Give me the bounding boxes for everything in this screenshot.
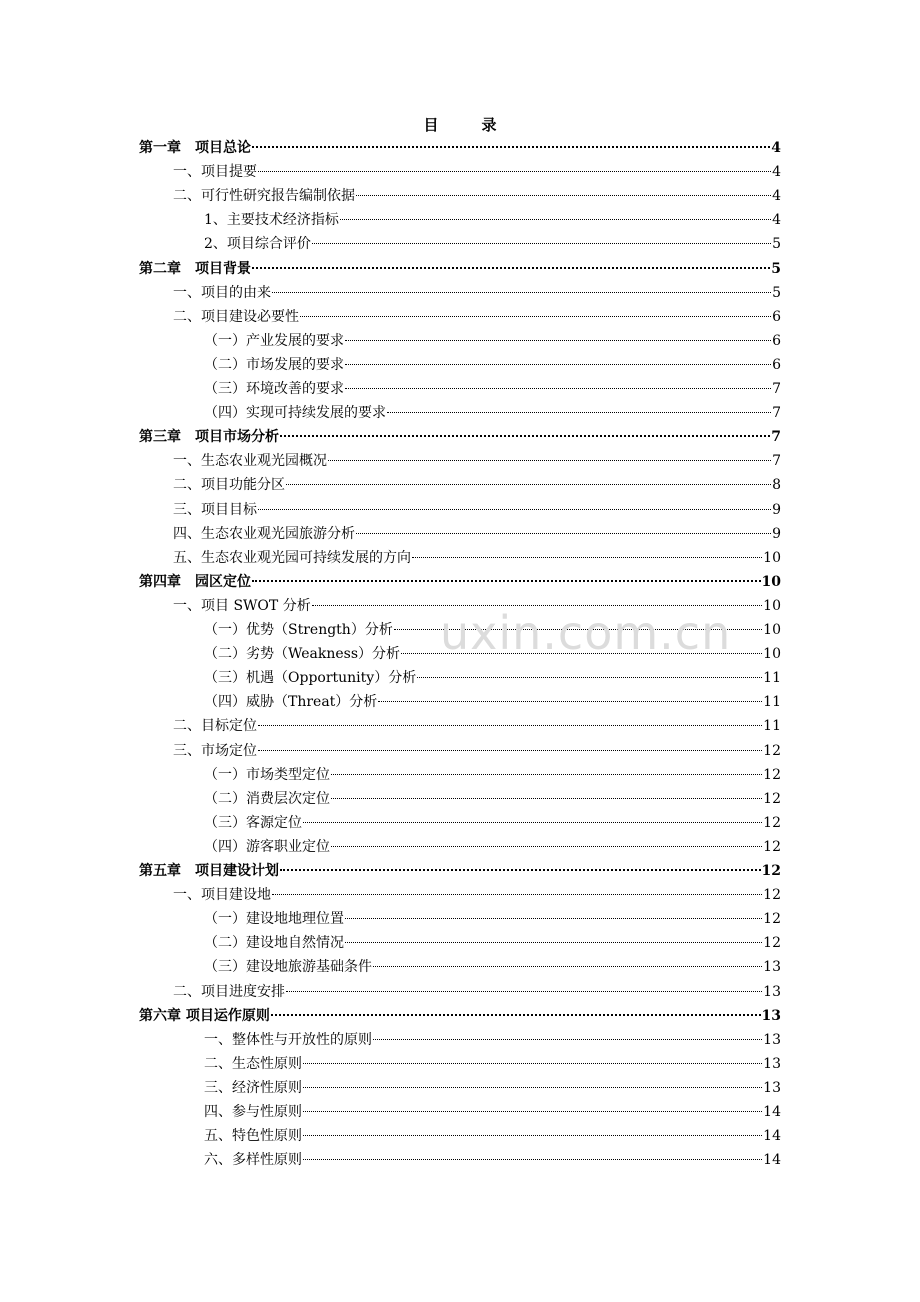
toc-entry-page-number: 7	[771, 429, 781, 446]
toc-entry[interactable]	[173, 499, 781, 521]
toc-entry[interactable]	[204, 788, 781, 810]
toc-entry[interactable]	[173, 547, 781, 569]
toc-entry[interactable]	[173, 282, 781, 304]
dot-leader	[331, 798, 762, 799]
toc-entry-page-number: 6	[772, 356, 781, 373]
toc-entry-label: 第五章 项目建设计划	[139, 863, 279, 879]
toc-entry[interactable]	[173, 981, 781, 1003]
toc-entry[interactable]	[204, 1053, 781, 1075]
toc-entry-page-number: 5	[772, 284, 781, 301]
toc-entry-label: 三、市场定位	[173, 742, 257, 759]
toc-entry-page-number: 10	[763, 549, 781, 566]
toc-chapter-entry[interactable]	[139, 137, 781, 159]
toc-entry-label: 1、主要技术经济指标	[204, 212, 339, 229]
toc-entry-page-number: 11	[763, 718, 781, 735]
dot-leader	[417, 677, 762, 678]
toc-entry[interactable]	[173, 450, 781, 472]
toc-entry[interactable]	[204, 233, 781, 255]
dot-leader	[272, 292, 771, 293]
dot-leader	[252, 580, 761, 582]
toc-entry-page-number: 12	[763, 911, 781, 928]
dot-leader	[258, 725, 762, 726]
toc-entry-label: （一）建设地地理位置	[204, 911, 344, 928]
toc-entry-label: （三）客源定位	[204, 814, 302, 831]
toc-entry-page-number: 10	[761, 573, 781, 590]
toc-entry-label: 第二章 项目背景	[139, 260, 251, 277]
toc-entry-label: 第四章 园区定位	[139, 573, 251, 590]
dot-leader	[340, 219, 771, 220]
toc-entry[interactable]	[204, 1077, 781, 1099]
toc-entry-label: 二、可行性研究报告编制依据	[173, 188, 355, 205]
toc-entry-page-number: 10	[763, 646, 781, 663]
toc-entry-label: （四）游客职业定位	[204, 838, 330, 855]
toc-entry-label: 二、目标定位	[173, 718, 257, 735]
toc-entry-page-number: 14	[763, 1128, 781, 1145]
dot-leader	[345, 918, 762, 919]
dot-leader	[373, 1039, 762, 1040]
toc-entry[interactable]	[173, 161, 781, 183]
toc-entry[interactable]	[204, 691, 781, 713]
toc-entry-page-number: 9	[772, 501, 781, 518]
toc-entry-page-number: 5	[772, 236, 781, 253]
toc-entry-page-number: 12	[761, 863, 781, 879]
toc-chapter-entry[interactable]	[139, 1005, 781, 1027]
toc-entry-page-number: 13	[763, 959, 781, 976]
toc-entry[interactable]	[204, 908, 781, 930]
toc-entry-page-number: 7	[772, 453, 781, 470]
toc-entry[interactable]	[173, 185, 781, 207]
dot-leader	[303, 1087, 762, 1088]
dot-leader	[303, 1135, 762, 1136]
toc-entry[interactable]	[204, 1149, 781, 1171]
toc-chapter-entry[interactable]	[139, 426, 781, 448]
dot-leader	[345, 942, 762, 943]
dot-leader	[272, 894, 762, 895]
toc-entry-label: （一）优势（Strength）分析	[204, 622, 393, 638]
toc-entry-page-number: 5	[771, 260, 781, 277]
toc-entry[interactable]	[173, 884, 781, 906]
dot-leader	[303, 822, 762, 823]
toc-entry-page-number: 13	[763, 1031, 781, 1048]
dot-leader	[331, 774, 762, 775]
dot-leader	[252, 146, 770, 148]
toc-entry-page-number: 12	[763, 935, 781, 952]
toc-entry-label: （一）市场类型定位	[204, 766, 330, 783]
toc-entry-label: 四、生态农业观光园旅游分析	[173, 525, 355, 542]
dot-leader	[312, 243, 771, 244]
dot-leader	[378, 701, 762, 702]
toc-entry-label: 三、项目目标	[173, 501, 257, 518]
toc-entry-page-number: 6	[772, 332, 781, 349]
toc-entry-page-number: 14	[763, 1104, 781, 1120]
toc-entry[interactable]	[204, 764, 781, 786]
toc-entry[interactable]	[204, 836, 781, 858]
toc-entry[interactable]	[173, 715, 781, 737]
dot-leader	[356, 195, 771, 196]
toc-entry-label: 五、特色性原则	[204, 1128, 302, 1145]
dot-leader	[286, 484, 771, 485]
toc-entry-label: （三）建设地旅游基础条件	[204, 959, 372, 976]
dot-leader	[312, 605, 762, 606]
toc-entry[interactable]	[204, 354, 781, 376]
toc-entry-page-number: 12	[763, 814, 781, 831]
dot-leader	[394, 629, 762, 630]
toc-entry-label: （三）环境改善的要求	[204, 381, 344, 397]
toc-entry-label: 二、生态性原则	[204, 1055, 302, 1072]
toc-entry-label: （二）建设地自然情况	[204, 935, 344, 952]
dot-leader	[387, 412, 771, 413]
toc-entry[interactable]	[204, 619, 781, 641]
toc-entry-label: （四）威胁（Threat）分析	[204, 694, 378, 711]
toc-entry[interactable]	[204, 209, 781, 231]
toc-entry-label: 二、项目功能分区	[173, 477, 285, 494]
toc-entry-label: （四）实现可持续发展的要求	[204, 405, 386, 422]
dot-leader	[345, 388, 771, 389]
toc-entry-page-number: 11	[763, 670, 781, 687]
toc-entry-page-number: 13	[763, 1055, 781, 1072]
toc-entry[interactable]	[204, 1101, 781, 1123]
toc-entry[interactable]	[204, 812, 781, 834]
dot-leader	[401, 653, 762, 654]
toc-entry-page-number: 9	[772, 525, 781, 542]
dot-leader	[303, 1111, 762, 1112]
toc-entry-page-number: 7	[772, 405, 781, 422]
toc-entry-label: 一、项目 SWOT 分析	[173, 597, 311, 614]
toc-entry-page-number: 12	[763, 790, 781, 807]
toc-entry[interactable]	[173, 523, 781, 545]
dot-leader	[303, 1159, 762, 1160]
toc-entry-label: （三）机遇（Opportunity）分析	[204, 670, 417, 687]
toc-entry-label: 一、项目建设地	[173, 887, 271, 904]
dot-leader	[258, 750, 762, 751]
toc-entry-page-number: 10	[763, 597, 781, 614]
toc-entry-label: 六、多样性原则	[204, 1152, 302, 1169]
toc-entry-label: （二）劣势（Weakness）分析	[204, 646, 401, 663]
toc-entry-label: 一、整体性与开放性的原则	[204, 1031, 372, 1048]
dot-leader	[258, 509, 771, 510]
dot-leader	[271, 1014, 761, 1016]
toc-entry-label: 五、生态农业观光园可持续发展的方向	[173, 549, 411, 566]
toc-entry-label: 第六章 项目运作原则	[139, 1007, 270, 1024]
toc-entry[interactable]	[204, 378, 781, 400]
dot-leader	[345, 340, 771, 341]
dot-leader	[412, 557, 762, 558]
toc-entry-label: 二、项目进度安排	[173, 983, 285, 1000]
toc-entry-page-number: 11	[763, 694, 781, 711]
toc-entry[interactable]	[204, 1125, 781, 1147]
toc-entry[interactable]	[204, 643, 781, 665]
toc-entry-page-number: 13	[763, 983, 781, 1000]
toc-chapter-entry[interactable]	[139, 860, 781, 882]
toc-entry-page-number: 12	[763, 742, 781, 759]
toc-entry-label: 三、经济性原则	[204, 1079, 302, 1096]
toc-entry-page-number: 4	[772, 164, 781, 181]
toc-chapter-entry[interactable]	[139, 571, 781, 593]
toc-entry[interactable]	[204, 402, 781, 424]
toc-entry[interactable]	[173, 740, 781, 762]
toc-title: 目 录	[423, 116, 511, 134]
toc-entry[interactable]	[173, 306, 781, 328]
toc-entry-page-number: 14	[763, 1152, 781, 1169]
toc-entry-page-number: 4	[772, 212, 781, 229]
toc-entry-page-number: 12	[763, 838, 781, 855]
toc-entry-label: 四、参与性原则	[204, 1104, 302, 1120]
toc-entry[interactable]	[204, 667, 781, 689]
dot-leader	[286, 991, 762, 992]
toc-entry-page-number: 6	[772, 308, 781, 325]
dot-leader	[258, 171, 771, 172]
toc-entry-page-number: 13	[761, 1007, 781, 1024]
watermark: uxin.com.cn	[440, 606, 732, 660]
dot-leader	[345, 364, 771, 365]
dot-leader	[328, 460, 771, 461]
dot-leader	[303, 1063, 762, 1064]
toc-entry-label: 一、生态农业观光园概况	[173, 453, 327, 470]
toc-chapter-entry[interactable]	[139, 258, 781, 280]
toc-entry-page-number: 12	[763, 887, 781, 904]
dot-leader	[356, 533, 771, 534]
toc-entry-page-number: 4	[772, 188, 781, 205]
toc-entry-label: （二）消费层次定位	[204, 790, 330, 807]
toc-entry[interactable]	[204, 1029, 781, 1051]
toc-entry-page-number: 4	[771, 140, 781, 156]
toc-entry-label: （二）市场发展的要求	[204, 356, 344, 373]
toc-entry-label: 二、项目建设必要性	[173, 308, 299, 325]
dot-leader	[280, 435, 770, 437]
toc-entry[interactable]	[204, 330, 781, 352]
toc-entry-label: 2、项目综合评价	[204, 236, 311, 253]
toc-entry-page-number: 8	[772, 477, 781, 494]
toc-entry-label: （一）产业发展的要求	[204, 332, 344, 349]
toc-entry-page-number: 7	[772, 381, 781, 397]
dot-leader	[280, 869, 761, 871]
dot-leader	[373, 966, 762, 967]
toc-entry-label: 第三章 项目市场分析	[139, 429, 279, 446]
dot-leader	[331, 846, 762, 847]
dot-leader	[300, 316, 771, 317]
toc-entry-label: 一、项目提要	[173, 164, 257, 181]
toc-entry-label: 一、项目的由来	[173, 284, 271, 301]
toc-entry-label: 第一章 项目总论	[139, 140, 251, 156]
toc-entry-page-number: 10	[763, 622, 781, 638]
dot-leader	[252, 267, 770, 269]
toc-entry[interactable]	[204, 932, 781, 954]
toc-entry-page-number: 13	[763, 1079, 781, 1096]
toc-entry[interactable]	[204, 956, 781, 978]
toc-entry-page-number: 12	[763, 766, 781, 783]
toc-entry[interactable]	[173, 474, 781, 496]
toc-entry[interactable]	[173, 595, 781, 617]
